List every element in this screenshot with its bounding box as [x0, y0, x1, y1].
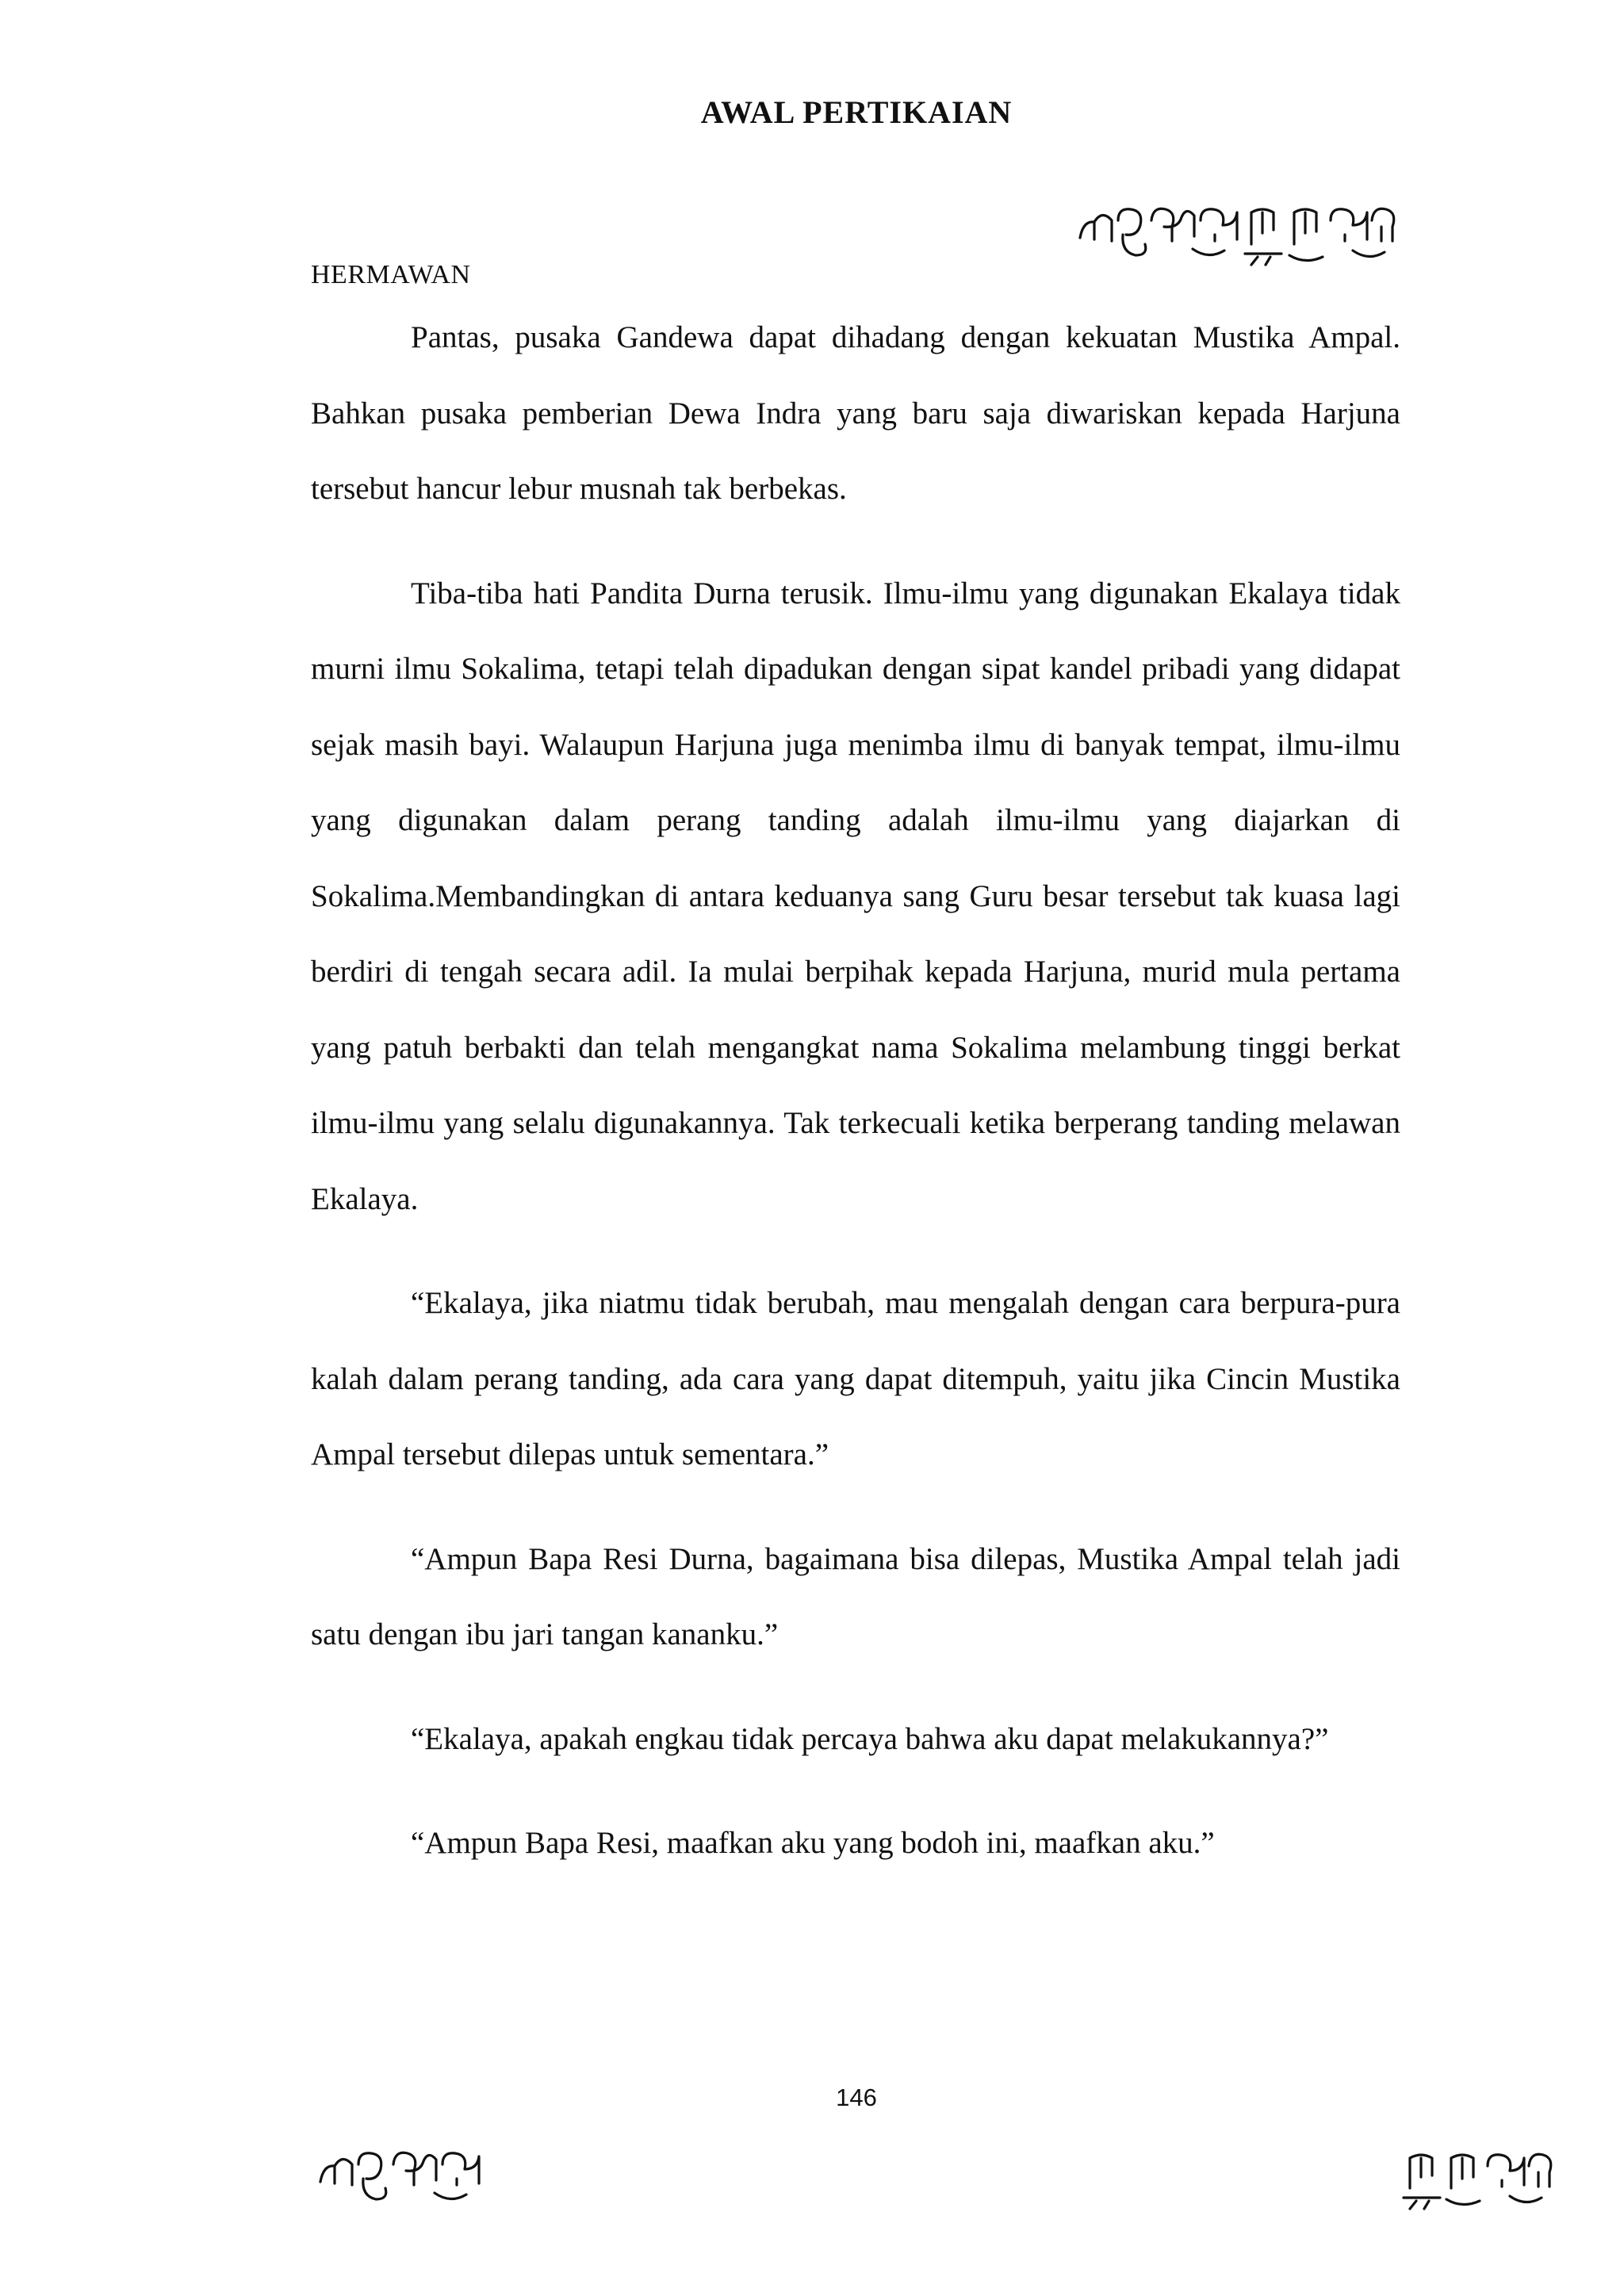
- javanese-script-header-icon: [1075, 189, 1408, 276]
- paragraph: Pantas, pusaka Gandewa dapat dihadang dengan kekuatan Mustika Ampal. Bahkan pusaka pemberian Dewa Indra yang baru saja diwariskan kepada Harjuna tersebut hancur lebur musnah tak berbekas.: [311, 320, 1400, 506]
- paragraph: “Ampun Bapa Resi, maafkan aku yang bodoh ini, maafkan aku.”: [411, 1826, 1215, 1860]
- javanese-script-footer-left-icon: [316, 2137, 498, 2217]
- page-title: AWAL PERTIKAIAN: [700, 94, 1013, 130]
- paragraph: Tiba-tiba hati Pandita Durna terusik. Ilmu-ilmu yang digunakan Ekalaya tidak murni ilmu Sokalima, tetapi telah dipadukan dengan sipat kandel pribadi yang didapat sejak masih bayi. Walaupun Harjuna juga menimba ilmu di banyak tempat, ilmu-ilmu yang digunakan dalam perang tanding adalah ilmu-ilmu yang diajarkan di Sokalima.Membandingkan di antara keduanya sang Guru besar tersebut tak kuasa lagi berdiri di tengah secara adil. Ia mulai berpihak kepada Harjuna, murid mula pertama yang patuh berbakti dan telah mengangkat nama Sokalima melambung tinggi berkat ilmu-ilmu yang selalu digunakannya. Tak terkecuali ketika berperang tanding melawan Ekalaya.: [311, 576, 1400, 1216]
- author-name: HERMAWAN: [311, 260, 471, 289]
- paragraph: “Ampun Bapa Resi Durna, bagaimana bisa dilepas, Mustika Ampal telah jadi satu dengan ibu jari tangan kananku.”: [311, 1541, 1400, 1651]
- javanese-script-footer-right-icon: [1400, 2137, 1559, 2217]
- body-text: [311, 300, 1400, 1910]
- paragraph: “Ekalaya, apakah engkau tidak percaya bahwa aku dapat melakukannya?”: [411, 1721, 1329, 1756]
- paragraph: “Ekalaya, jika niatmu tidak berubah, mau mengalah dengan cara berpura-pura kalah dalam perang tanding, ada cara yang dapat ditempuh, yaitu jika Cincin Mustika Ampal tersebut dilepas untuk sementara.”: [311, 1286, 1400, 1471]
- page-number: 146: [836, 2084, 877, 2111]
